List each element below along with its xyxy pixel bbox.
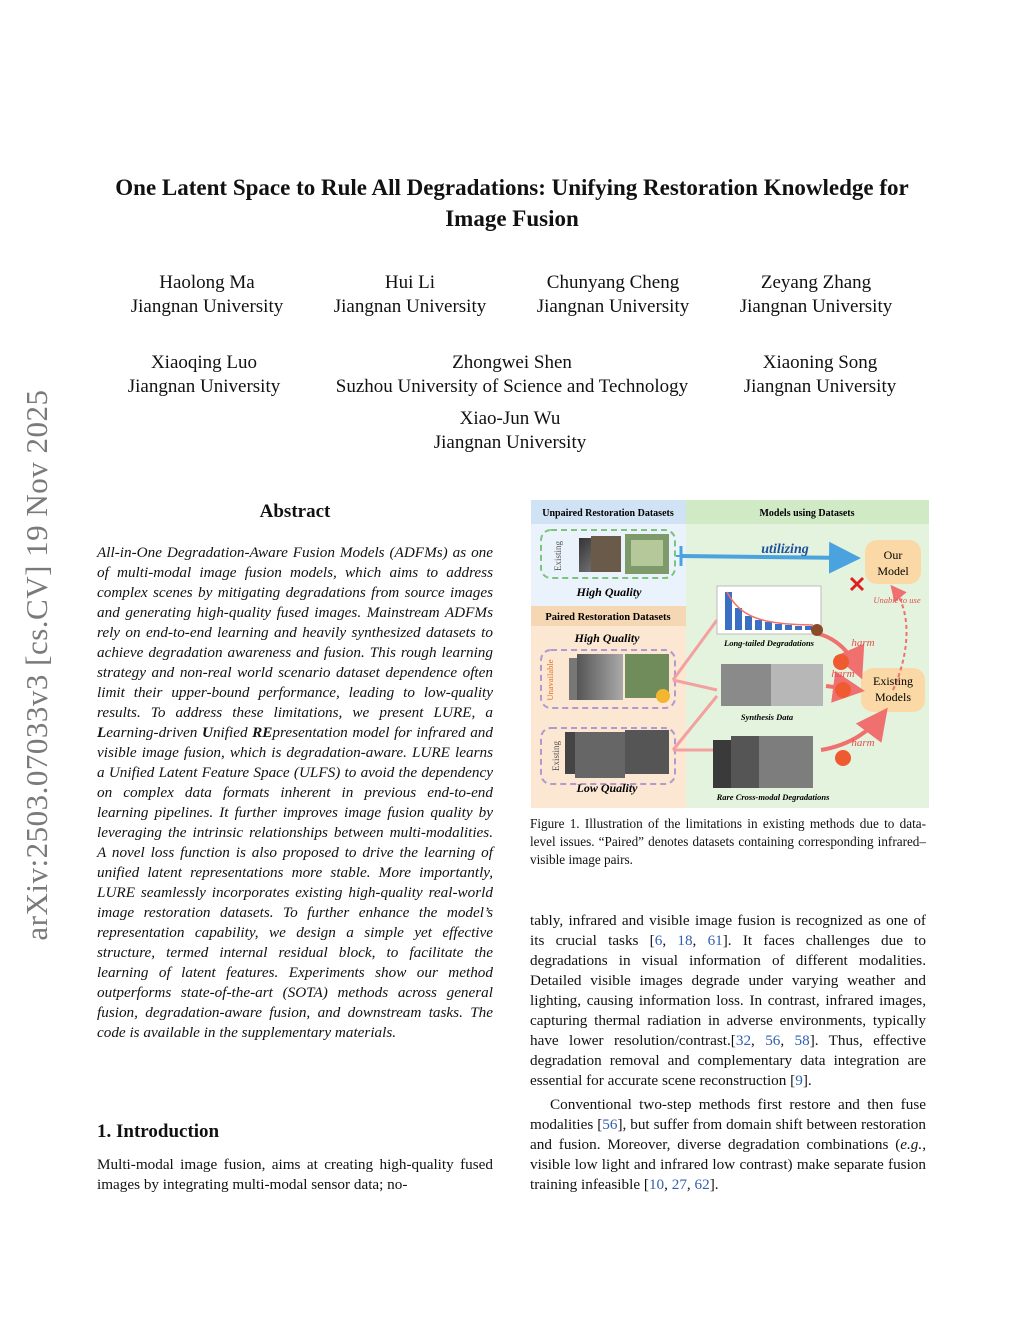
citation-link[interactable]: 9 [795, 1072, 803, 1089]
citation-link[interactable]: 61 [707, 932, 723, 949]
long-tailed-label: Long-tailed Degradations [724, 638, 814, 648]
citation-link[interactable]: 6 [654, 932, 663, 949]
synthesis-image-2 [771, 664, 823, 706]
arxiv-side-label [14, 370, 60, 960]
explosion-icon [835, 750, 851, 766]
citation-link[interactable]: 62 [694, 1176, 710, 1193]
author-name: Hui Li [384, 272, 436, 293]
utilizing-label: utilizing [761, 542, 809, 557]
paired-hq-image-2 [577, 654, 623, 700]
intro-paragraph: Multi-modal image fusion, aims at creating high-quality fused images by integrating multi-modal sensor data; no- [97, 1156, 493, 1193]
explosion-icon [835, 682, 851, 698]
figure-caption: Figure 1. Illustration of the limitations in existing methods due to data-level issues. “Paired” denotes datasets containing corresponding infrared–visible image pairs. [530, 816, 926, 867]
existing-models-label-2: Models [875, 690, 911, 704]
existing-label: Existing [553, 540, 563, 572]
author-name: Xiaoning Song [762, 352, 878, 373]
harm-label-2: harm [831, 668, 855, 680]
header-left-label: Unpaired Restoration Datasets [542, 508, 674, 519]
long-tailed-bar [785, 625, 792, 630]
rare-image-3 [759, 736, 813, 788]
unavailable-label: Unavailable [545, 659, 555, 701]
author-block [410, 407, 610, 455]
lq-image-2 [575, 732, 625, 778]
long-tailed-bar [735, 608, 742, 630]
our-model-label-2: Model [877, 564, 909, 578]
unable-label: Unable to use [873, 595, 921, 605]
intro-paragraph-right-1: tably, infrared and visible image fusion is recognized as one of its crucial tasks [6, 18, 61]. It faces challenges due to degradations in visual information of different modalities. Detailed visible images degrade under varying weather and lighting, causing information loss. In contrast, infrared images, capturing thermal radiation in adverse environments, typically have lower resolution/contrast.[32, 56, 58]. Thus, effective degradation removal and complementary data integration are essential for accurate scene reconstruction [9]. [530, 912, 927, 1089]
author-affiliation: Jiangnan University [333, 296, 487, 317]
author-affiliation: Suzhou University of Science and Technology [335, 376, 689, 397]
synthesis-label: Synthesis Data [740, 712, 794, 722]
citation-link[interactable]: 56 [602, 1116, 618, 1133]
harm-label-3: harm [851, 737, 875, 749]
author-block [104, 351, 304, 399]
long-tailed-bar [765, 622, 772, 630]
abstract-heading: Abstract [259, 501, 331, 522]
author-affiliation: Jiangnan University [743, 376, 897, 397]
citation-link[interactable]: 10 [648, 1176, 665, 1193]
author-block [107, 271, 307, 319]
paired-header-label: Paired Restoration Datasets [545, 612, 671, 623]
low-quality-label: Low Quality [576, 781, 638, 795]
citation-link[interactable]: 18 [677, 932, 693, 949]
long-tailed-bar [805, 626, 812, 630]
money-bag-icon [656, 689, 670, 703]
author-affiliation: Jiangnan University [433, 432, 587, 453]
citation-link[interactable]: 58 [794, 1032, 810, 1049]
lq-image-3 [625, 730, 669, 774]
intro-paragraph-right-2: Conventional two-step methods first restore and then fuse modalities [56], but suffer from domain shift between restoration and fusion. Moreover, diverse degradation combinations (e.g., visible low light and infrared low contrast) make separate fusion training infeasible [10, 27, 62]. [530, 1096, 926, 1193]
abstract-body: All-in-One Degradation-Aware Fusion Models (ADFMs) as one of multi-modal image fusion models, which aims to address complex scenes by mitigating degradations from source images and generating high-quality fused images. Mainstream ADFMs rely on end-to-end learning and heavily synthesized datasets to achieve degradation awareness and fusion. This rough learning strategy and non-real world scenario dataset dependence often limit their upper-bound performance, leading to low-quality results. To address these limitations, we present LURE, a Learning-driven Unified REpresentation model for infrared and visible image fusion, which is degradation-aware. LURE learns a Unified Latent Feature Space (ULFS) to avoid the dependency on complex data formats inherent in previous end-to-end learning pipelines. It further improves image fusion quality by leveraging the intrinsic relationships between multi-modalities. A novel loss function is also proposed to drive the learning of unified latent representations more stable. More importantly, LURE seamlessly incorporates existing high-quality real-world image restoration datasets. To further enhance the model’s representation capability, we design a simple yet effective structure, termed internal residual block, to facilitate the learning of latent features. Experiments show our method outperforms state-of-the-art (SOTA) methods across general fusion, degradation-aware fusion, and downstream tasks. The code is available in the supplementary materials. [97, 544, 493, 1041]
author-block [720, 351, 920, 399]
author-name: Haolong Ma [159, 272, 255, 293]
author-name: Chunyang Cheng [546, 272, 680, 293]
paper-title: One Latent Space to Rule All Degradations: Unifying Restoration Knowledge for Image Fusion [115, 175, 909, 231]
long-tailed-bar [755, 620, 762, 630]
author-name: Xiaoqing Luo [150, 352, 258, 373]
long-tailed-bar [745, 616, 752, 630]
author-name: Zhongwei Shen [452, 352, 572, 373]
author-block [310, 271, 510, 319]
unpaired-image-3-detail [631, 540, 663, 566]
citation-link[interactable]: 56 [765, 1032, 781, 1049]
synthesis-image-1 [721, 664, 773, 706]
author-block [716, 271, 916, 319]
header-right-label: Models using Datasets [759, 508, 855, 519]
long-tailed-bar [795, 626, 802, 630]
author-affiliation: Jiangnan University [739, 296, 893, 317]
intro-heading: 1. Introduction [97, 1121, 220, 1142]
author-affiliation: Jiangnan University [130, 296, 284, 317]
figure-1 [531, 500, 929, 808]
existing-label-2: Existing [551, 740, 561, 772]
author-affiliation: Jiangnan University [536, 296, 690, 317]
author-name: Zeyang Zhang [760, 272, 872, 293]
our-model-label-1: Our [883, 548, 903, 562]
bomb-icon [811, 624, 823, 636]
harm-label-1: harm [851, 637, 875, 649]
author-block [312, 351, 712, 399]
existing-models-label-1: Existing [872, 674, 914, 688]
author-block [513, 271, 713, 319]
high-quality-label-2: High Quality [574, 631, 640, 645]
rare-label: Rare Cross-modal Degradations [716, 792, 830, 802]
arxiv-id-text: arXiv:2503.07033v3 [cs.CV] 19 Nov 2025 [19, 389, 54, 941]
figure-1-diagram [531, 500, 929, 808]
high-quality-label-1: High Quality [576, 585, 642, 599]
citation-link[interactable]: 32 [735, 1032, 752, 1049]
author-name: Xiao-Jun Wu [459, 408, 561, 429]
long-tailed-bar [775, 624, 782, 630]
author-affiliation: Jiangnan University [127, 376, 281, 397]
citation-link[interactable]: 27 [671, 1176, 687, 1193]
unpaired-image-2 [591, 536, 621, 572]
